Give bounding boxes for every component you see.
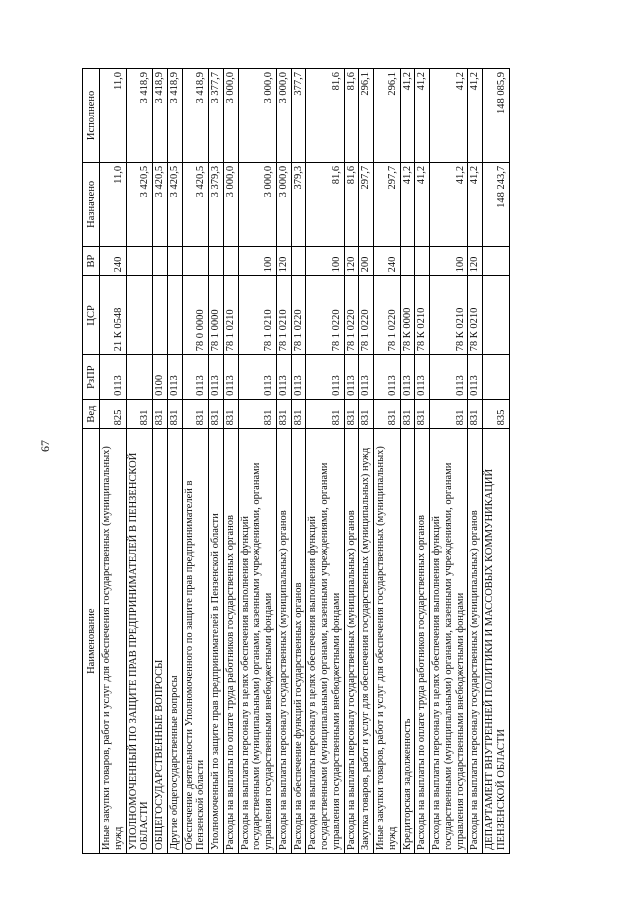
row-vr xyxy=(209,246,224,276)
row-vr xyxy=(400,246,415,276)
row-executed: 3 418,9 xyxy=(182,69,209,163)
row-ved: 835 xyxy=(483,399,510,429)
table-row xyxy=(374,69,401,854)
row-ved: 831 xyxy=(126,399,153,429)
row-rzpr: 0113 xyxy=(100,355,127,399)
row-ved: 831 xyxy=(223,399,238,429)
row-rzpr: 0113 xyxy=(209,355,224,399)
row-executed: 3 000,0 xyxy=(238,69,276,163)
row-assigned: 41,2 xyxy=(400,162,415,246)
row-rzpr: 0113 xyxy=(167,355,182,399)
row-assigned: 297,7 xyxy=(374,162,401,246)
row-rzpr: 0113 xyxy=(374,355,401,399)
row-ved: 831 xyxy=(359,399,374,429)
header-assigned: Назначено xyxy=(83,162,100,246)
row-name: Расходы на выплаты по оплате труда работников государственных органов xyxy=(415,429,430,854)
row-ved: 831 xyxy=(182,399,209,429)
table-header-row xyxy=(83,69,100,854)
row-vr: 240 xyxy=(374,246,401,276)
row-ved: 831 xyxy=(374,399,401,429)
row-rzpr: 0113 xyxy=(276,355,291,399)
row-vr xyxy=(126,246,153,276)
row-ved: 831 xyxy=(153,399,168,429)
row-name: Кредиторская задолженность xyxy=(400,429,415,854)
row-executed: 3 418,9 xyxy=(167,69,182,163)
row-ved: 831 xyxy=(415,399,430,429)
row-rzpr xyxy=(483,355,510,399)
row-ved: 831 xyxy=(400,399,415,429)
row-name: Иные закупки товаров, работ и услуг для обеспечения государственных (муниципальных) нужд xyxy=(100,429,127,854)
header-rzpr: РзПР xyxy=(83,355,100,399)
row-assigned: 11,0 xyxy=(100,162,127,246)
row-name: ДЕПАРТАМЕНТ ВНУТРЕННЕЙ ПОЛИТИКИ И МАССОВЫХ КОММУНИКАЦИЙ ПЕНЗЕНСКОЙ ОБЛАСТИ xyxy=(483,429,510,854)
row-csr: 78 1 0220 xyxy=(344,276,359,355)
row-rzpr: 0113 xyxy=(223,355,238,399)
row-rzpr xyxy=(126,355,153,399)
row-name: Закупка товаров, работ и услуг для обеспечения государственных (муниципальных) нужд xyxy=(359,429,374,854)
header-ved: Вед xyxy=(83,399,100,429)
table-row xyxy=(291,69,306,854)
row-rzpr: 0113 xyxy=(430,355,468,399)
row-csr: 78 1 0220 xyxy=(374,276,401,355)
header-csr: ЦСР xyxy=(83,276,100,355)
row-name: Расходы на выплаты персоналу в целях обеспечения выполнения функций государственными (муниципальными) органами, казенными учреждениями, органами управления государственными внебюджетными фондами xyxy=(430,429,468,854)
row-name: Другие общегосударственные вопросы xyxy=(167,429,182,854)
row-csr: 78 1 0210 xyxy=(223,276,238,355)
table-row xyxy=(306,69,344,854)
row-executed: 296,1 xyxy=(374,69,401,163)
row-ved: 831 xyxy=(344,399,359,429)
row-assigned: 3 420,5 xyxy=(153,162,168,246)
row-ved: 831 xyxy=(306,399,344,429)
row-csr: 21 К 0548 xyxy=(100,276,127,355)
row-csr: 78 К 0210 xyxy=(468,276,483,355)
row-name: Обеспечение деятельности Уполномоченного по защите прав предпринимателей в Пензенской области xyxy=(182,429,209,854)
row-executed: 41,2 xyxy=(400,69,415,163)
row-assigned: 3 379,3 xyxy=(209,162,224,246)
row-rzpr: 0113 xyxy=(359,355,374,399)
row-executed: 3 000,0 xyxy=(223,69,238,163)
row-csr xyxy=(167,276,182,355)
row-assigned: 3 000,0 xyxy=(276,162,291,246)
row-assigned: 297,7 xyxy=(359,162,374,246)
row-vr: 120 xyxy=(344,246,359,276)
row-ved: 831 xyxy=(468,399,483,429)
row-name: Расходы на выплаты по оплате труда работников государственных органов xyxy=(223,429,238,854)
row-name: Расходы на выплаты персоналу в целях обеспечения выполнения функций государственными (муниципальными) органами, казенными учреждениями, органами управления государственными внебюджетными фондами xyxy=(238,429,276,854)
row-rzpr: 0113 xyxy=(291,355,306,399)
row-name: Расходы на обеспечение функций государственных органов xyxy=(291,429,306,854)
table-row xyxy=(100,69,127,854)
table-row xyxy=(276,69,291,854)
header-executed: Исполнено xyxy=(83,69,100,163)
row-assigned: 3 420,5 xyxy=(182,162,209,246)
row-csr: 78 1 0220 xyxy=(291,276,306,355)
table-row xyxy=(344,69,359,854)
header-vr: ВР xyxy=(83,246,100,276)
row-assigned: 379,3 xyxy=(291,162,306,246)
row-vr: 200 xyxy=(359,246,374,276)
row-ved: 831 xyxy=(238,399,276,429)
row-vr xyxy=(182,246,209,276)
row-rzpr: 0113 xyxy=(400,355,415,399)
row-executed: 3 377,7 xyxy=(209,69,224,163)
row-executed: 81,6 xyxy=(306,69,344,163)
row-csr: 78 К 0000 xyxy=(400,276,415,355)
row-csr: 78 1 0220 xyxy=(359,276,374,355)
row-csr: 78 1 0220 xyxy=(306,276,344,355)
table-row xyxy=(415,69,430,854)
row-assigned: 3 000,0 xyxy=(223,162,238,246)
rotated-page-content xyxy=(82,68,560,854)
row-vr: 100 xyxy=(430,246,468,276)
row-executed: 41,2 xyxy=(468,69,483,163)
row-name: Расходы на выплаты персоналу государственных (муниципальных) органов xyxy=(468,429,483,854)
row-csr xyxy=(126,276,153,355)
row-csr xyxy=(153,276,168,355)
row-csr: 78 1 0000 xyxy=(209,276,224,355)
table-row xyxy=(359,69,374,854)
row-csr: 78 1 0210 xyxy=(276,276,291,355)
row-assigned: 81,6 xyxy=(344,162,359,246)
row-vr xyxy=(167,246,182,276)
row-ved: 831 xyxy=(167,399,182,429)
row-vr xyxy=(153,246,168,276)
row-rzpr: 0113 xyxy=(238,355,276,399)
row-name: Расходы на выплаты персоналу государственных (муниципальных) органов xyxy=(344,429,359,854)
row-name: Расходы на выплаты персоналу в целях обеспечения выполнения функций государственными (муниципальными) органами, казенными учреждениями, органами управления государственными внебюджетными фондами xyxy=(306,429,344,854)
row-executed: 41,2 xyxy=(415,69,430,163)
row-assigned: 148 243,7 xyxy=(483,162,510,246)
row-csr: 78 1 0210 xyxy=(238,276,276,355)
row-executed: 3 418,9 xyxy=(153,69,168,163)
row-csr: 78 К 0210 xyxy=(415,276,430,355)
row-ved: 825 xyxy=(100,399,127,429)
page-number: 67 xyxy=(38,440,52,452)
row-vr: 120 xyxy=(276,246,291,276)
row-vr xyxy=(291,246,306,276)
row-csr xyxy=(483,276,510,355)
row-name: Уполномоченный по защите прав предпринимателей в Пензенской области xyxy=(209,429,224,854)
table-row xyxy=(126,69,153,854)
row-rzpr: 0113 xyxy=(182,355,209,399)
row-ved: 831 xyxy=(291,399,306,429)
row-rzpr: 0100 xyxy=(153,355,168,399)
row-executed: 41,2 xyxy=(430,69,468,163)
row-assigned: 81,6 xyxy=(306,162,344,246)
row-rzpr: 0113 xyxy=(415,355,430,399)
row-rzpr: 0113 xyxy=(468,355,483,399)
row-rzpr: 0113 xyxy=(306,355,344,399)
row-vr xyxy=(223,246,238,276)
row-assigned: 41,2 xyxy=(415,162,430,246)
row-vr xyxy=(483,246,510,276)
row-executed: 81,6 xyxy=(344,69,359,163)
row-assigned: 3 000,0 xyxy=(238,162,276,246)
row-vr: 120 xyxy=(468,246,483,276)
table-row xyxy=(223,69,238,854)
row-name: ОБЩЕГОСУДАРСТВЕННЫЕ ВОПРОСЫ xyxy=(153,429,168,854)
row-name: УПОЛНОМОЧЕННЫЙ ПО ЗАЩИТЕ ПРАВ ПРЕДПРИНИМАТЕЛЕЙ В ПЕНЗЕНСКОЙ ОБЛАСТИ xyxy=(126,429,153,854)
header-name: Наименование xyxy=(83,429,100,854)
table-row xyxy=(182,69,209,854)
row-ved: 831 xyxy=(209,399,224,429)
row-executed: 3 418,9 xyxy=(126,69,153,163)
table-row xyxy=(209,69,224,854)
row-csr: 78 К 0210 xyxy=(430,276,468,355)
row-name: Иные закупки товаров, работ и услуг для обеспечения государственных (муниципальных) нужд xyxy=(374,429,401,854)
row-executed: 296,1 xyxy=(359,69,374,163)
row-assigned: 41,2 xyxy=(430,162,468,246)
row-assigned: 3 420,5 xyxy=(167,162,182,246)
row-csr: 78 0 0000 xyxy=(182,276,209,355)
row-executed: 148 085,9 xyxy=(483,69,510,163)
row-vr: 240 xyxy=(100,246,127,276)
budget-table xyxy=(82,68,510,854)
table-row xyxy=(430,69,468,854)
row-vr: 100 xyxy=(238,246,276,276)
table-row xyxy=(483,69,510,854)
row-ved: 831 xyxy=(276,399,291,429)
row-vr xyxy=(415,246,430,276)
table-row xyxy=(468,69,483,854)
table-row xyxy=(153,69,168,854)
row-executed: 11,0 xyxy=(100,69,127,163)
row-executed: 377,7 xyxy=(291,69,306,163)
table-row xyxy=(238,69,276,854)
row-vr: 100 xyxy=(306,246,344,276)
row-executed: 3 000,0 xyxy=(276,69,291,163)
row-rzpr: 0113 xyxy=(344,355,359,399)
row-assigned: 41,2 xyxy=(468,162,483,246)
table-row xyxy=(400,69,415,854)
row-assigned: 3 420,5 xyxy=(126,162,153,246)
table-row xyxy=(167,69,182,854)
row-ved: 831 xyxy=(430,399,468,429)
row-name: Расходы на выплаты персоналу государственных (муниципальных) органов xyxy=(276,429,291,854)
